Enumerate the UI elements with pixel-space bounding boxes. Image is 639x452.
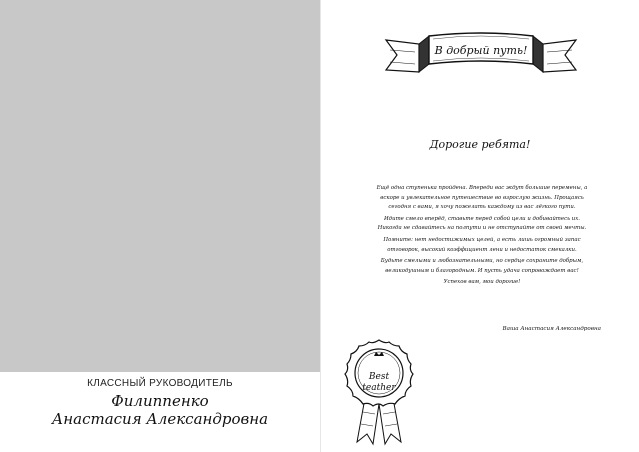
letter-paragraph: Ещё одна ступенька пройдена. Впереди вас ждут большие перемены, а вскоре и увлекательное путешествие во взрослую жизнь. Прощаясь сегодня с вами, я хочу пожелать каждому из вас лёгкого пути. [376,185,588,211]
letter-paragraph: Будьте смелыми и любознательными, но сердце сохраните добрым, великодушным и благородным. И пусть удача сопровождает вас! [380,258,584,274]
rosette-badge-icon [343,338,415,448]
right-page [321,0,639,452]
letter-heading: Дорогие ребята! [429,138,531,151]
letter-paragraph: Идите смело вперёд, ставьте перед собой цели и добивайтесь их. Никогда не сдавайтесь на полпути и не отступайте от своей мечты. [377,215,587,232]
letter-signature: Ваша Анастасия Александровна [502,326,601,332]
photo-placeholder [0,0,320,372]
letter-paragraph: Успехов вам, мои дорогие! [443,279,521,286]
letter-paragraph: Помните: нет недостижимых целей, а есть лишь огромный запас отговорок, высокий коэффициент лени и недостаток смекалки. [383,236,581,253]
ribbon-title: В добрый путь! [434,44,528,57]
teacher-full-name: Анастасия Александровна [51,410,269,428]
teacher-role: КЛАССНЫЙ РУКОВОДИТЕЛЬ [87,378,233,389]
badge-text-best: Best [368,372,390,382]
teacher-surname: Филиппенко [111,392,209,410]
badge-text-teather: teather [362,383,396,393]
letter-body [373,184,591,290]
